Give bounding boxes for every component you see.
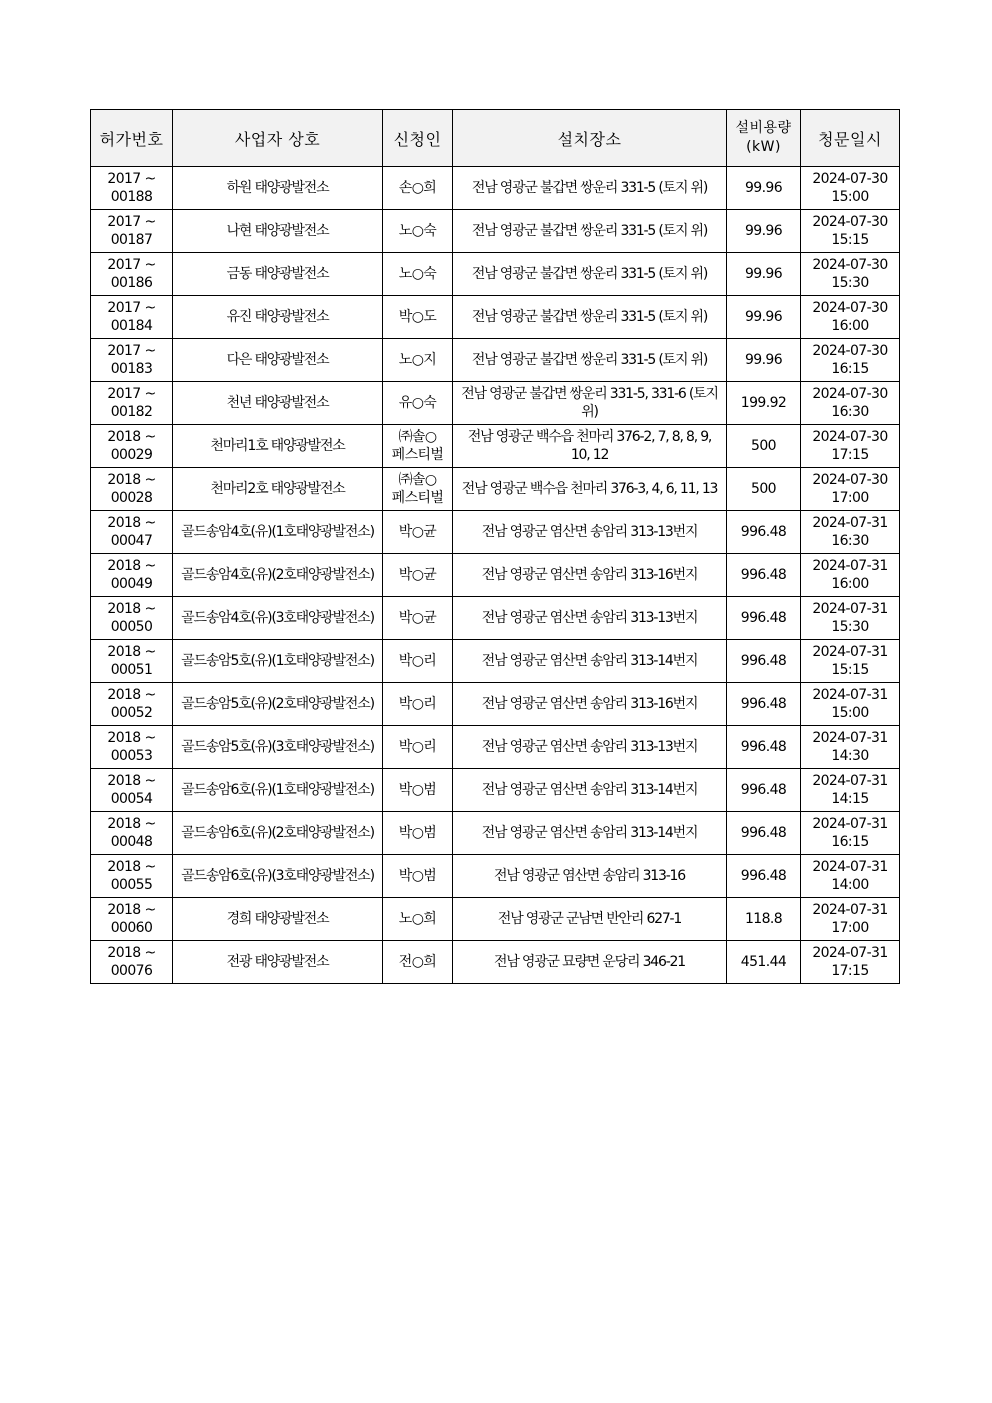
cell-permit-no — [91, 296, 173, 339]
applicant-name: ㈜솔○ — [398, 429, 437, 445]
location-text: 전남 영광군 군남면 반안리 627-1 — [497, 911, 682, 927]
permit-number: 00053 — [110, 748, 153, 764]
cell-hearing-datetime — [801, 425, 900, 468]
cell-capacity: 996.48 — [727, 554, 801, 597]
permit-year: 2017 ~ — [107, 214, 156, 230]
cell-hearing-datetime — [801, 511, 900, 554]
hearing-time: 14:30 — [831, 748, 869, 764]
location-text: 전남 영광군 염산면 송암리 313-13번지 — [481, 524, 698, 540]
applicant-name: ㈜솔○ — [398, 472, 437, 488]
cell-applicant — [383, 941, 453, 984]
location-text-cont: 10, 12 — [570, 447, 609, 463]
cell-permit-no — [91, 898, 173, 941]
cell-location — [453, 769, 727, 812]
cell-business-name: 금동 태양광발전소 — [173, 253, 383, 296]
permit-year: 2017 ~ — [107, 300, 156, 316]
permit-year: 2018 ~ — [107, 687, 156, 703]
cell-capacity: 996.48 — [727, 511, 801, 554]
applicant-name: 박○균 — [398, 524, 437, 540]
cell-business-name: 유진 태양광발전소 — [173, 296, 383, 339]
cell-permit-no — [91, 640, 173, 683]
cell-applicant — [383, 253, 453, 296]
cell-capacity: 99.96 — [727, 167, 801, 210]
cell-capacity: 996.48 — [727, 769, 801, 812]
hearing-date: 2024-07-31 — [812, 730, 888, 746]
permit-year: 2017 ~ — [107, 171, 156, 187]
cell-location — [453, 339, 727, 382]
location-text: 전남 영광군 염산면 송암리 313-16번지 — [481, 696, 698, 712]
cell-applicant — [383, 425, 453, 468]
cell-hearing-datetime — [801, 167, 900, 210]
location-text: 전남 영광군 불갑면 쌍운리 331-5 (토지 위) — [471, 223, 708, 239]
cell-business-name: 골드송암5호(유)(3호태양광발전소) — [173, 726, 383, 769]
applicant-name: 노○숙 — [398, 223, 437, 239]
cell-hearing-datetime — [801, 296, 900, 339]
cell-location — [453, 855, 727, 898]
hearing-time: 14:15 — [831, 791, 869, 807]
table-row — [91, 253, 900, 296]
permit-year: 2017 ~ — [107, 343, 156, 359]
header-hearing-datetime: 청문일시 — [801, 110, 900, 167]
header-capacity-label: 설비용량 — [735, 120, 792, 136]
permit-number: 00029 — [110, 447, 153, 463]
applicant-name: 박○리 — [398, 739, 437, 755]
cell-capacity: 500 — [727, 468, 801, 511]
hearing-date: 2024-07-31 — [812, 773, 888, 789]
cell-business-name: 골드송암4호(유)(3호태양광발전소) — [173, 597, 383, 640]
header-location: 설치장소 — [453, 110, 727, 167]
hearing-time: 15:15 — [831, 232, 869, 248]
cell-location — [453, 210, 727, 253]
hearing-date: 2024-07-31 — [812, 644, 888, 660]
table-row — [91, 769, 900, 812]
cell-capacity: 99.96 — [727, 339, 801, 382]
cell-business-name: 골드송암5호(유)(2호태양광발전소) — [173, 683, 383, 726]
cell-hearing-datetime — [801, 941, 900, 984]
location-text: 전남 영광군 염산면 송암리 313-14번지 — [481, 653, 698, 669]
hearing-time: 15:00 — [831, 189, 869, 205]
header-capacity — [727, 110, 801, 167]
cell-applicant — [383, 468, 453, 511]
location-text: 전남 영광군 백수읍 천마리 376-2, 7, 8, 8, 9, — [467, 429, 712, 445]
location-text: 전남 영광군 염산면 송암리 313-14번지 — [481, 782, 698, 798]
permit-number: 00187 — [110, 232, 153, 248]
cell-applicant — [383, 382, 453, 425]
cell-permit-no — [91, 941, 173, 984]
permit-year: 2018 ~ — [107, 859, 156, 875]
cell-hearing-datetime — [801, 855, 900, 898]
permit-year: 2018 ~ — [107, 773, 156, 789]
cell-hearing-datetime — [801, 812, 900, 855]
hearing-date: 2024-07-30 — [812, 429, 888, 445]
cell-applicant — [383, 339, 453, 382]
permit-number: 00048 — [110, 834, 153, 850]
permit-number: 00055 — [110, 877, 153, 893]
cell-permit-no — [91, 339, 173, 382]
hearing-time: 17:15 — [831, 447, 869, 463]
location-text: 전남 영광군 불갑면 쌍운리 331-5 (토지 위) — [471, 266, 708, 282]
table-row — [91, 812, 900, 855]
cell-location — [453, 382, 727, 425]
cell-permit-no — [91, 769, 173, 812]
cell-permit-no — [91, 554, 173, 597]
cell-location — [453, 941, 727, 984]
permit-number: 00188 — [110, 189, 153, 205]
applicant-name: 박○범 — [398, 782, 437, 798]
table-row — [91, 210, 900, 253]
hearing-time: 16:30 — [831, 404, 869, 420]
location-text: 전남 영광군 염산면 송암리 313-13번지 — [481, 610, 698, 626]
cell-capacity: 996.48 — [727, 640, 801, 683]
cell-location — [453, 253, 727, 296]
cell-location — [453, 597, 727, 640]
cell-capacity: 996.48 — [727, 597, 801, 640]
applicant-name: 유○숙 — [398, 395, 437, 411]
applicant-name: 박○리 — [398, 653, 437, 669]
location-text-cont: 위) — [581, 404, 598, 420]
cell-business-name: 나현 태양광발전소 — [173, 210, 383, 253]
hearing-time: 17:00 — [831, 490, 869, 506]
cell-capacity: 996.48 — [727, 726, 801, 769]
permit-number: 00060 — [110, 920, 153, 936]
location-text: 전남 영광군 염산면 송암리 313-13번지 — [481, 739, 698, 755]
applicant-name: 박○범 — [398, 868, 437, 884]
cell-business-name: 골드송암4호(유)(2호태양광발전소) — [173, 554, 383, 597]
hearing-date: 2024-07-30 — [812, 171, 888, 187]
hearing-date: 2024-07-31 — [812, 687, 888, 703]
applicant-name: 박○범 — [398, 825, 437, 841]
table-row — [91, 296, 900, 339]
location-text: 전남 영광군 불갑면 쌍운리 331-5 (토지 위) — [471, 352, 708, 368]
hearing-date: 2024-07-30 — [812, 214, 888, 230]
permit-year: 2018 ~ — [107, 902, 156, 918]
cell-hearing-datetime — [801, 382, 900, 425]
location-text: 전남 영광군 묘량면 운당리 346-21 — [494, 954, 685, 970]
table-row — [91, 597, 900, 640]
header-permit-no: 허가번호 — [91, 110, 173, 167]
cell-business-name: 전광 태양광발전소 — [173, 941, 383, 984]
header-applicant: 신청인 — [383, 110, 453, 167]
cell-business-name: 경희 태양광발전소 — [173, 898, 383, 941]
hearing-date: 2024-07-31 — [812, 945, 888, 961]
hearing-date: 2024-07-31 — [812, 601, 888, 617]
cell-permit-no — [91, 382, 173, 425]
cell-capacity: 99.96 — [727, 296, 801, 339]
location-text: 전남 영광군 불갑면 쌍운리 331-5, 331-6 (토지 — [461, 386, 718, 402]
cell-applicant — [383, 812, 453, 855]
applicant-name: 노○희 — [398, 911, 437, 927]
applicant-name: 노○숙 — [398, 266, 437, 282]
cell-business-name: 천년 태양광발전소 — [173, 382, 383, 425]
hearing-date: 2024-07-31 — [812, 816, 888, 832]
hearing-time: 16:15 — [831, 361, 869, 377]
cell-location — [453, 167, 727, 210]
cell-hearing-datetime — [801, 726, 900, 769]
permit-year: 2017 ~ — [107, 257, 156, 273]
cell-hearing-datetime — [801, 597, 900, 640]
cell-business-name: 골드송암6호(유)(3호태양광발전소) — [173, 855, 383, 898]
cell-applicant — [383, 726, 453, 769]
cell-permit-no — [91, 812, 173, 855]
applicant-name: 박○도 — [398, 309, 437, 325]
applicant-name: 전○희 — [398, 954, 437, 970]
applicant-name: 박○리 — [398, 696, 437, 712]
cell-hearing-datetime — [801, 769, 900, 812]
applicant-name: 박○균 — [398, 567, 437, 583]
location-text: 전남 영광군 염산면 송암리 313-14번지 — [481, 825, 698, 841]
table-row — [91, 339, 900, 382]
hearing-date: 2024-07-30 — [812, 343, 888, 359]
cell-location — [453, 726, 727, 769]
applicant-name-cont: 페스티벌 — [391, 447, 444, 463]
table-row — [91, 468, 900, 511]
cell-applicant — [383, 210, 453, 253]
cell-capacity: 99.96 — [727, 210, 801, 253]
cell-applicant — [383, 898, 453, 941]
cell-permit-no — [91, 253, 173, 296]
cell-applicant — [383, 554, 453, 597]
permit-number: 00052 — [110, 705, 153, 721]
applicant-name-cont: 페스티벌 — [391, 490, 444, 506]
table-row — [91, 855, 900, 898]
applicant-name: 노○지 — [398, 352, 437, 368]
location-text: 전남 영광군 백수읍 천마리 376-3, 4, 6, 11, 13 — [461, 481, 718, 497]
table-row — [91, 640, 900, 683]
hearing-date: 2024-07-30 — [812, 472, 888, 488]
permit-year: 2018 ~ — [107, 472, 156, 488]
header-business-name: 사업자 상호 — [173, 110, 383, 167]
hearing-time: 15:15 — [831, 662, 869, 678]
location-text: 전남 영광군 불갑면 쌍운리 331-5 (토지 위) — [471, 180, 708, 196]
permit-number: 00184 — [110, 318, 153, 334]
cell-applicant — [383, 769, 453, 812]
cell-location — [453, 511, 727, 554]
location-text: 전남 영광군 염산면 송암리 313-16번지 — [481, 567, 698, 583]
cell-hearing-datetime — [801, 210, 900, 253]
cell-hearing-datetime — [801, 253, 900, 296]
permit-number: 00028 — [110, 490, 153, 506]
header-capacity-unit: (kW) — [746, 139, 781, 155]
table-row — [91, 683, 900, 726]
permit-number: 00054 — [110, 791, 153, 807]
permit-year: 2017 ~ — [107, 386, 156, 402]
cell-applicant — [383, 597, 453, 640]
cell-hearing-datetime — [801, 683, 900, 726]
table-row — [91, 511, 900, 554]
cell-business-name: 천마리1호 태양광발전소 — [173, 425, 383, 468]
permit-year: 2018 ~ — [107, 558, 156, 574]
cell-business-name: 골드송암4호(유)(1호태양광발전소) — [173, 511, 383, 554]
cell-applicant — [383, 296, 453, 339]
cell-applicant — [383, 640, 453, 683]
permit-year: 2018 ~ — [107, 730, 156, 746]
table-row — [91, 554, 900, 597]
cell-business-name: 골드송암5호(유)(1호태양광발전소) — [173, 640, 383, 683]
cell-hearing-datetime — [801, 554, 900, 597]
cell-business-name: 골드송암6호(유)(1호태양광발전소) — [173, 769, 383, 812]
cell-hearing-datetime — [801, 468, 900, 511]
cell-permit-no — [91, 855, 173, 898]
cell-capacity: 199.92 — [727, 382, 801, 425]
cell-location — [453, 683, 727, 726]
hearing-time: 16:00 — [831, 576, 869, 592]
cell-applicant — [383, 167, 453, 210]
cell-permit-no — [91, 597, 173, 640]
hearing-time: 15:30 — [831, 275, 869, 291]
cell-hearing-datetime — [801, 898, 900, 941]
location-text: 전남 영광군 불갑면 쌍운리 331-5 (토지 위) — [471, 309, 708, 325]
table-header-row — [91, 110, 900, 167]
cell-permit-no — [91, 425, 173, 468]
location-text: 전남 영광군 염산면 송암리 313-16 — [494, 868, 685, 884]
hearing-date: 2024-07-31 — [812, 515, 888, 531]
permit-number: 00051 — [110, 662, 153, 678]
hearing-time: 15:00 — [831, 705, 869, 721]
table-row — [91, 167, 900, 210]
permit-year: 2018 ~ — [107, 816, 156, 832]
cell-permit-no — [91, 726, 173, 769]
permit-number: 00182 — [110, 404, 153, 420]
table-row — [91, 898, 900, 941]
permit-number: 00186 — [110, 275, 153, 291]
cell-capacity: 99.96 — [727, 253, 801, 296]
permit-year: 2018 ~ — [107, 945, 156, 961]
hearing-time: 17:15 — [831, 963, 869, 979]
cell-capacity: 451.44 — [727, 941, 801, 984]
cell-location — [453, 468, 727, 511]
cell-applicant — [383, 683, 453, 726]
permit-number: 00047 — [110, 533, 153, 549]
cell-permit-no — [91, 683, 173, 726]
permit-number: 00049 — [110, 576, 153, 592]
cell-location — [453, 812, 727, 855]
cell-capacity: 500 — [727, 425, 801, 468]
cell-hearing-datetime — [801, 339, 900, 382]
cell-location — [453, 640, 727, 683]
cell-business-name: 다은 태양광발전소 — [173, 339, 383, 382]
cell-hearing-datetime — [801, 640, 900, 683]
cell-applicant — [383, 511, 453, 554]
hearing-time: 14:00 — [831, 877, 869, 893]
cell-location — [453, 898, 727, 941]
cell-permit-no — [91, 210, 173, 253]
hearing-time: 16:15 — [831, 834, 869, 850]
cell-business-name: 천마리2호 태양광발전소 — [173, 468, 383, 511]
hearing-date: 2024-07-31 — [812, 558, 888, 574]
hearing-time: 16:00 — [831, 318, 869, 334]
permit-year: 2018 ~ — [107, 515, 156, 531]
table-row — [91, 941, 900, 984]
table-row — [91, 726, 900, 769]
permit-number: 00076 — [110, 963, 153, 979]
hearing-date: 2024-07-30 — [812, 386, 888, 402]
cell-permit-no — [91, 511, 173, 554]
table-row — [91, 425, 900, 468]
hearing-time: 15:30 — [831, 619, 869, 635]
hearing-time: 17:00 — [831, 920, 869, 936]
permit-hearing-table — [90, 109, 900, 984]
hearing-date: 2024-07-30 — [812, 300, 888, 316]
cell-capacity: 996.48 — [727, 812, 801, 855]
permit-year: 2018 ~ — [107, 601, 156, 617]
hearing-time: 16:30 — [831, 533, 869, 549]
cell-business-name: 골드송암6호(유)(2호태양광발전소) — [173, 812, 383, 855]
permit-number: 00183 — [110, 361, 153, 377]
cell-permit-no — [91, 167, 173, 210]
cell-location — [453, 554, 727, 597]
hearing-date: 2024-07-30 — [812, 257, 888, 273]
applicant-name: 손○희 — [398, 180, 437, 196]
applicant-name: 박○균 — [398, 610, 437, 626]
permit-year: 2018 ~ — [107, 429, 156, 445]
cell-permit-no — [91, 468, 173, 511]
hearing-date: 2024-07-31 — [812, 902, 888, 918]
cell-location — [453, 296, 727, 339]
table-row — [91, 382, 900, 425]
hearing-date: 2024-07-31 — [812, 859, 888, 875]
cell-capacity: 118.8 — [727, 898, 801, 941]
cell-location — [453, 425, 727, 468]
cell-capacity: 996.48 — [727, 855, 801, 898]
cell-applicant — [383, 855, 453, 898]
permit-year: 2018 ~ — [107, 644, 156, 660]
cell-business-name: 하원 태양광발전소 — [173, 167, 383, 210]
cell-capacity: 996.48 — [727, 683, 801, 726]
permit-number: 00050 — [110, 619, 153, 635]
